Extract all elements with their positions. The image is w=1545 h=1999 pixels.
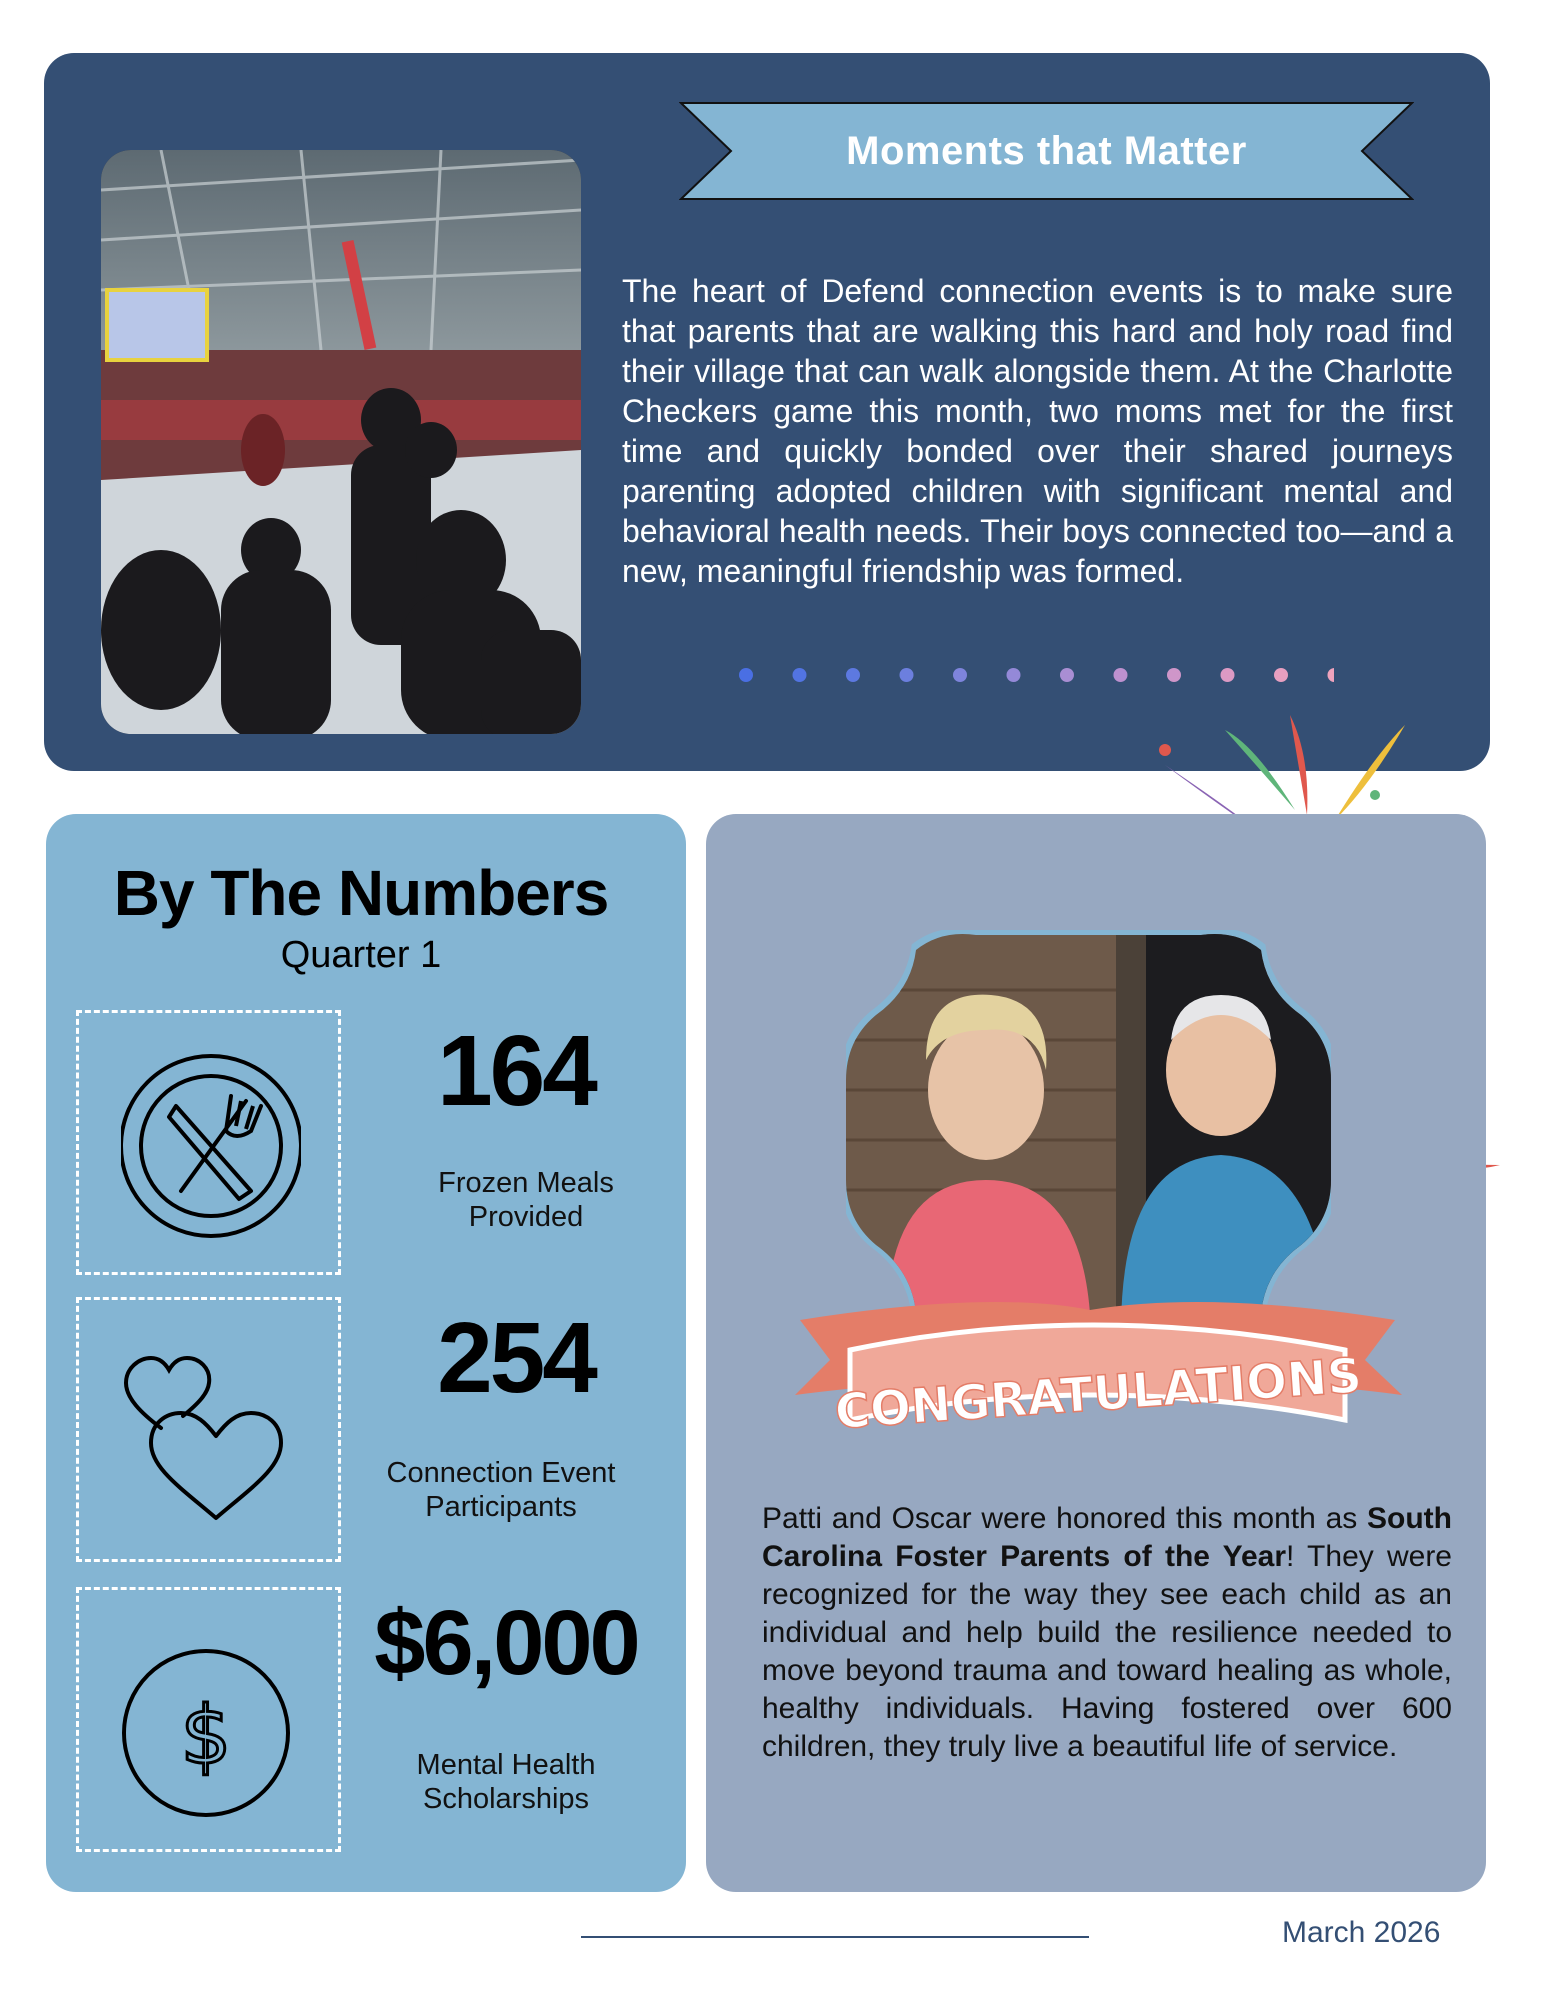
banner-text: CONGRATULATIONS <box>833 1347 1364 1441</box>
decorative-dot <box>793 668 807 682</box>
stat-label-meals-line1: Frozen Meals <box>438 1167 614 1199</box>
congrats-text-end: ! They were recognized for the way they see each child as an individual and help build the resilience needed to move beyond trauma and toward healing as whole, healthy individuals. Having fostered over 600 children, they truly live a beautiful life of service. <box>762 1540 1452 1763</box>
dollar-icon <box>121 1628 301 1818</box>
decorative-dot <box>739 668 753 682</box>
moments-title: Moments that Matter <box>846 129 1247 173</box>
stat-label-participants <box>366 1456 636 1524</box>
stat-box-scholarships <box>76 1587 341 1852</box>
decorative-dot <box>953 668 967 682</box>
stat-box-meals <box>76 1010 341 1275</box>
stat-label-participants-line2: Participants <box>425 1491 577 1523</box>
stat-value-meals: 164 <box>437 1015 595 1127</box>
stat-box-participants <box>76 1297 341 1562</box>
footer-date: March 2026 <box>1282 1916 1441 1949</box>
stat-value-scholarships: $6,000 <box>374 1592 638 1694</box>
numbers-subtitle: Quarter 1 <box>280 934 442 976</box>
decorative-dot <box>900 668 914 682</box>
congrats-body <box>762 1500 1452 1766</box>
numbers-title: By The Numbers <box>113 857 609 929</box>
hearts-icon <box>121 1338 301 1528</box>
decorative-dot <box>846 668 860 682</box>
footer-divider <box>581 1936 1089 1938</box>
stat-label-scholarships-line1: Mental Health <box>416 1749 596 1781</box>
fork-knife-icon <box>121 1051 301 1241</box>
moments-body: The heart of Defend connection events is to make sure that parents that are walking this hard and holy road find their village that can walk alongside them. At the Charlotte Checkers game this month, two moms met for the first time and quickly bonded over their shared journeys parenting adopted children with significant mental and behavioral health needs. Their boys connected too—and a new, meaningful friendship was formed. <box>622 273 1453 589</box>
numbers-panel <box>46 814 686 1892</box>
stat-value-participants: 254 <box>437 1302 595 1414</box>
decorative-dot <box>1007 668 1021 682</box>
svg-text:$: $ <box>180 1689 232 1782</box>
decorative-dot <box>1060 668 1074 682</box>
stat-label-meals-line2: Provided <box>468 1201 584 1233</box>
moments-panel <box>44 53 1490 771</box>
congrats-award-name: South Carolina Foster Parents of the Year <box>762 1502 1452 1573</box>
couple-photo <box>846 930 1331 1332</box>
congrats-text-start: Patti and Oscar were honored this month as <box>762 1502 1368 1535</box>
stat-label-scholarships <box>386 1748 626 1816</box>
hockey-game-photo <box>101 150 581 734</box>
stat-label-scholarships-line2: Scholarships <box>422 1783 590 1815</box>
stat-label-participants-line1: Connection Event <box>386 1457 616 1489</box>
stat-label-meals <box>406 1166 646 1234</box>
congratulations-banner <box>790 1280 1405 1470</box>
